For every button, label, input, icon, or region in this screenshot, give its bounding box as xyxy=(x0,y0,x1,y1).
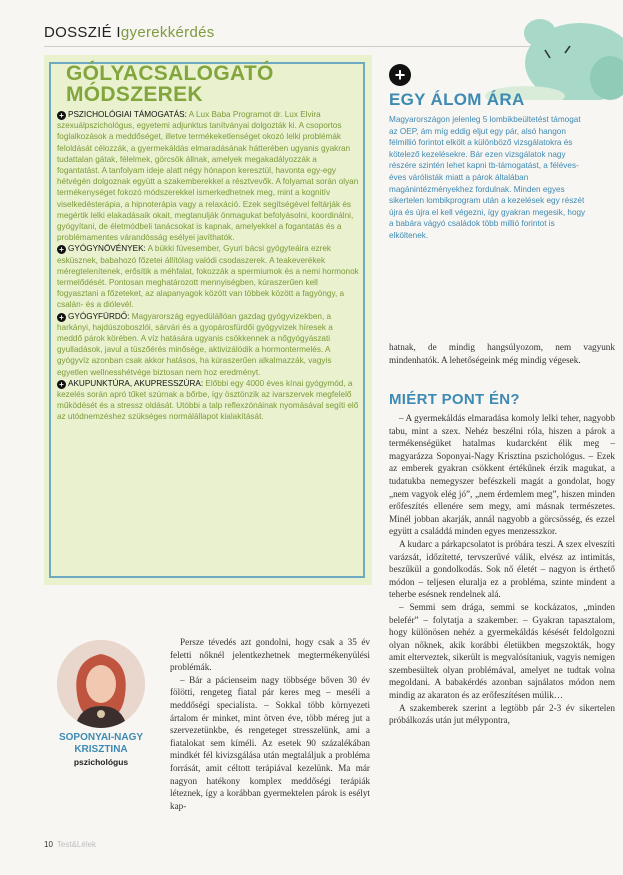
subheading: MIÉRT PONT ÉN? xyxy=(389,391,520,408)
section-label: DOSSZIÉ xyxy=(44,24,112,41)
article-column-right xyxy=(389,412,615,727)
article-column-middle xyxy=(170,636,370,812)
frog-illustration xyxy=(470,8,623,100)
tip-item xyxy=(57,243,359,310)
section-header xyxy=(44,24,215,41)
page-footer xyxy=(44,840,96,849)
expert-name xyxy=(44,732,158,756)
sidebar-title: EGY ÁLOM ÁRA xyxy=(389,90,525,109)
plus-icon: + xyxy=(57,245,66,254)
tips-title-line2: MÓDSZEREK xyxy=(66,83,203,106)
portrait-image xyxy=(57,640,145,728)
plus-icon: + xyxy=(57,111,66,120)
tip-text: Magyarország egyedülállóan gazdag gyógyvizekben, a harkányi, hajdúszoboszlói, sárvári és a gyopárosfürdői gyógyvizek híresek a meddő párok körében. A víz hatására ugyanis csökkennek a nőgyógyászati gyulladások, javul a tüszőérés minősége, aktivizálódik a hormontermelés. A gyógyvíz azonban csak akkor hatásos, ha kúraszerűen alkalmazzák, vagyis egyetlen wellnesshétvége biztosan nem hoz eredményt. xyxy=(57,311,333,377)
sidebar-text: Magyarországon jelenleg 5 lombikbeültetést támogat az OEP, ám míg eddig eljut egy pár, alsó hangon félmillió forintot elkölt a különböző vizsgálatokra és kötelező kezelésekre. Bár ezen vizsgálatok nagy részére szintén lehet kapni tb-támogatást, a féléves-éves várólisták miatt a párok általában magánintézményekhez fordulnak. Minden egyes sikertelen lombikprogram után a kezelések egy részét újra és újra el kell végezni, így gyakran megesik, hogy a babára vágyó családok több millió forintot is elköltenek. xyxy=(389,115,586,240)
expert-name-line1: SOPONYAI-NAGY xyxy=(58,732,144,743)
paragraph: – Semmi sem drága, semmi se kockázatos, „minden belefér” – folytatja a szakember. – Gyakran tapasztalom, hogy különösen nehéz a gyermekáldás késését feldolgozni olyan nőknek, akik korábbi életükben megszokták, hogy amit elterveztek, sikerült is megvalósítaniuk, vagyis nemigen szembesültek olyan problémával, amelyet ne tudtak volna megoldani. A babakérdés azonban sajnálatos módon nem mindig az akaraton és az erőfeszítésen múlik… xyxy=(389,601,615,701)
page-number: 10 xyxy=(44,840,53,849)
tip-text: Előbbi egy 4000 éves kínai gyógymód, a kezelés során apró tűket szúrnak a bőrbe, így ösztönzik az ivarszervek megfelelő működését és a stressz oldását. Utóbbi a talp reflexzónáinak nyomásával segíti elő az utódnemzéshez szükséges normálállapot kialakítását. xyxy=(57,378,359,422)
tip-item xyxy=(57,311,359,378)
plus-icon: + xyxy=(389,64,411,86)
tips-box-title xyxy=(66,63,346,105)
paragraph: A kudarc a párkapcsolatot is próbára teszi. A szex elveszíti varázsát, időzítetté, tervszerűvé válik, elvész az intimitás, beszűkül a gondolkodás. Sok nő életét – nagyon is érthető módon – teljesen eluralja ez a probléma, szinte mindent a teherbe esésnek rendelnek alá. xyxy=(389,538,615,600)
tips-box-body xyxy=(57,109,359,423)
tip-text: A bükki füvesember, Gyuri bácsi gyógyteáira ezrek esküsznek, babahozó főzetei állítólag valódi csodaszerek. A teakeverékek méregtelenítenek, erősítik a méhfalat, fokozzák a spermiumok és a nemi hormonok termelődését. Pontosan meghatározott mennyiségben, kúraszerűen kell fogyasztani a főzeteket, az alapanyagok között van többek között a fagyöngy, a csalán- és a diólevél. xyxy=(57,244,359,310)
paragraph: Persze tévedés azt gondolni, hogy csak a 35 év feletti nőknél jelentkezhetnek megtermékenyülési problémák. xyxy=(170,637,370,673)
tip-item xyxy=(57,109,359,243)
section-separator: I xyxy=(116,24,121,41)
magazine-name: Test&Lélek xyxy=(56,840,97,849)
paragraph: A szakemberek szerint a legtöbb pár 2-3 év sikertelen próbálkozás után jut mélypontra, xyxy=(389,702,615,726)
paragraph: – A gyermekáldás elmaradása komoly lelki teher, nagyobb tabu, mint a szex. Nehéz beszélni róla, hiszen a párok a termékenségüket hatalmas kudarcként élik meg – magyarázza Soponyai-Nagy Krisztina pszichológus. – Ezek az emberek gyakran csökkent értékűnek érzik magukat, a tudatukba nemegyszer befészkeli magát a gondolat, hogy „nem vagyok elég jó”, „nem érdemlem meg”, hiszen minden erőfeszítés ellenére sem megy, ami másnak természetes. Minél jobban akarják, annál nagyobb a görcsösség, és ezzel együtt a családdá minden egyes menzesszkor. xyxy=(389,413,615,537)
plus-icon: + xyxy=(57,313,66,322)
tip-lead: AKUPUNKTÚRA, AKUPRESSZÚRA: xyxy=(68,378,204,388)
tip-item xyxy=(57,378,359,423)
section-topic: gyerekkérdés xyxy=(120,24,215,41)
paragraph: – Bár a pácienseim nagy többsége bőven 30 év fölötti, rengeteg fiatal pár keres meg – meséli a meddőségi specialista. – Sokkal több környezeti ártalom ér minket, mint ötven éve, több méreg jut a szervezetünkbe, és rengeteget stresszelünk, ami a fiatalokat sem kíméli. Az esetek 90 százalékában mindkét fél kivizsgálása után megtaláljuk a probléma forrását, amit céltott terápiával kezelünk. Ma már nagyon hatékony komplex meddőségi terápiák léteznek, így a korábban gyermektelen párok is esélyt kap- xyxy=(170,674,370,811)
expert-portrait xyxy=(57,640,145,728)
article-continuation: hatnak, de mindig hangsúlyozom, nem vagyunk mindenhatók. A lehetőségeink még mindig végesek. xyxy=(389,342,615,365)
plus-icon: + xyxy=(57,380,66,389)
tip-lead: PSZICHOLÓGIAI TÁMOGATÁS: xyxy=(68,110,187,119)
expert-role: pszichológus xyxy=(73,757,129,767)
tip-lead: GYÓGYFÜRDŐ: xyxy=(68,311,130,321)
tip-lead: GYÓGYNÖVÉNYEK: xyxy=(68,244,146,254)
expert-name-line2: KRISZTINA xyxy=(74,744,128,755)
tips-title-line1: GÓLYACSALOGATÓ xyxy=(66,62,274,85)
tip-text: A Lux Baba Programot dr. Lux Elvira szexuálpszichológus, egyetemi adjunktus tanítványai dolgozták ki. A csoportos foglalkozások a meddőséget, illetve termékeketlenséget okozó lelki problémák feloldását célozzák, a gyermekáldás elmaradásának hátterében ugyanis gyakran tudattalan gátak, félelmek, görcsök állnak, amelyek megakadályozzák a fogantatást. A tanfolyam ideje alatt négy hónapon keresztül, havonta egy-egy hétvégén dolgoznak együtt a szakemberekkel a résztvevők. A folyamat során olyan termékenységet fokozó módszerekkel ismerkedhetnek meg, mint a kognitív viselkedésterápia, a hipnoterápia vagy a relaxáció. Ezek segítségével feltárják és megértik lelki elakadásaik okait, megtanulják önmagukat befolyásolni, koordinálni, gyógyítani, de életmódbeli tanácsokat is kapnak, amelyekkel a fogantatás és a problémamentes várandósság esélyei javíthatók. xyxy=(57,110,359,243)
